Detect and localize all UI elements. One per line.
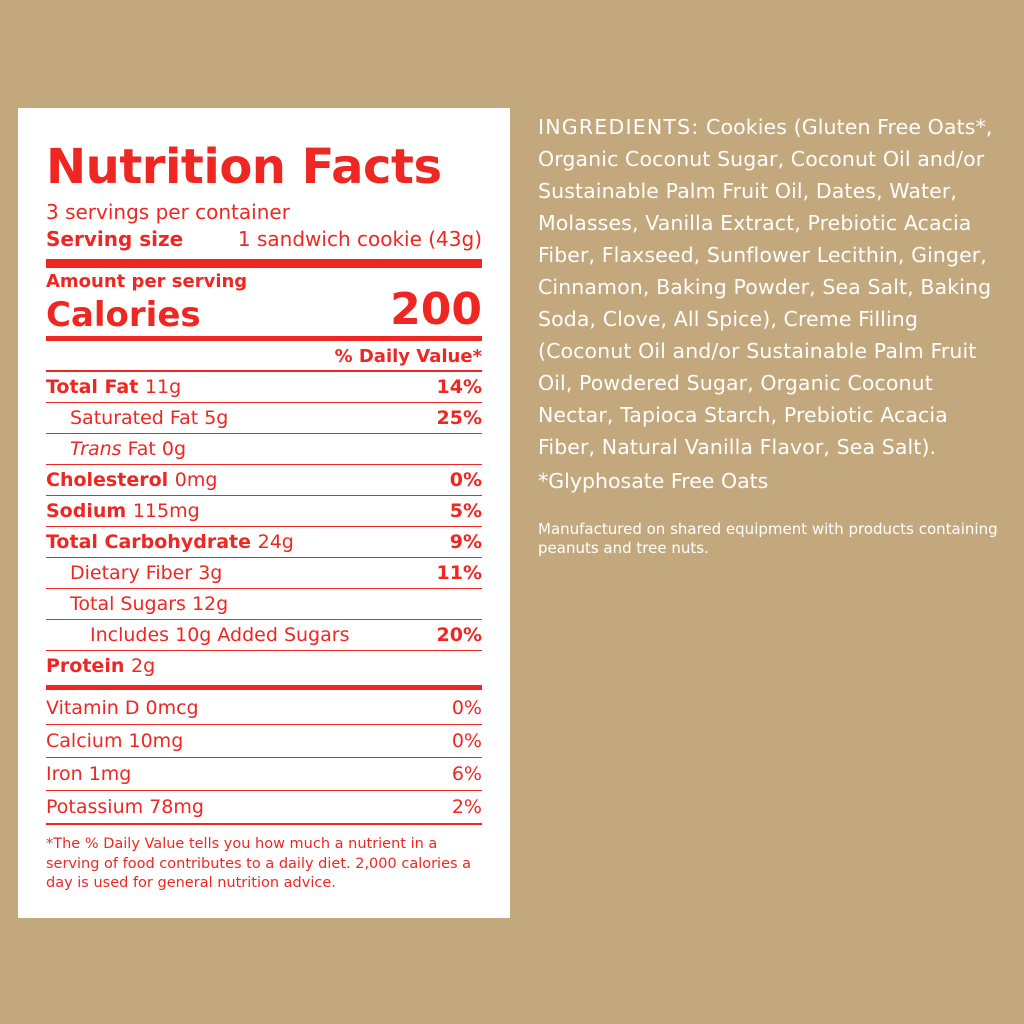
vitamin-row-iron: [46, 758, 482, 790]
divider-medium-vitamins: [46, 685, 482, 690]
nutrient-pct-added-sugars: 20%: [436, 624, 482, 647]
vitamin-row-potassium: [46, 791, 482, 823]
nutrient-label-trans-italic: Trans: [70, 438, 122, 461]
vitamin-label-calcium: Calcium 10mg: [46, 730, 184, 753]
calories-row: [46, 284, 482, 336]
nutrient-label-added-sugars: Includes 10g Added Sugars: [90, 624, 350, 647]
vitamin-pct-potassium: 2%: [451, 796, 482, 819]
nutrient-row-saturated-fat: [46, 403, 482, 433]
nutrient-amount-protein: 2g: [130, 655, 156, 678]
nutrient-pct-dietary-fiber: 11%: [436, 562, 482, 585]
daily-value-header: % Daily Value*: [334, 346, 482, 368]
nutrient-row-protein: [46, 651, 482, 681]
vitamin-label-potassium: Potassium 78mg: [46, 796, 204, 819]
nutrient-label-saturated-fat: Saturated Fat 5g: [70, 407, 229, 430]
divider-medium-calories: [46, 336, 482, 341]
servings-per-container: 3 servings per container: [46, 200, 290, 225]
calories-label: Calories: [46, 295, 201, 336]
nutrition-facts-panel: [18, 108, 510, 918]
nutrient-row-cholesterol: [46, 465, 482, 495]
nutrient-label-cholesterol: Cholesterol: [46, 469, 169, 492]
nutrient-row-trans-fat: [46, 434, 482, 464]
nutrient-label-protein: Protein: [46, 655, 125, 678]
nutrient-row-added-sugars: [46, 620, 482, 650]
nutrient-row-total-carbohydrate: [46, 527, 482, 557]
vitamin-pct-calcium: 0%: [451, 730, 482, 753]
nutrient-row-dietary-fiber: [46, 558, 482, 588]
vitamin-row-calcium: [46, 725, 482, 757]
serving-size-row: [46, 227, 482, 252]
divider-thin-footnote: [46, 823, 482, 825]
nutrient-pct-saturated-fat: 25%: [436, 407, 482, 430]
vitamin-pct-vitamin-d: 0%: [451, 697, 482, 720]
nutrient-label-total-fat: Total Fat: [46, 376, 139, 399]
nutrient-pct-sodium: 5%: [449, 500, 482, 523]
nutrient-label-total-carbohydrate: Total Carbohydrate: [46, 531, 251, 554]
glyphosate-free-oats-note: *Glyphosate Free Oats: [538, 468, 769, 493]
vitamin-label-vitamin-d: Vitamin D 0mcg: [46, 697, 199, 720]
divider-thick-top: [46, 259, 482, 268]
vitamin-label-iron: Iron 1mg: [46, 763, 132, 786]
ingredients-paragraph: [538, 112, 1000, 464]
ingredients-heading: INGREDIENTS:: [538, 115, 700, 139]
nutrient-label-total-sugars: Total Sugars 12g: [70, 593, 229, 616]
calories-value: 200: [390, 284, 482, 336]
nutrient-pct-total-carbohydrate: 9%: [449, 531, 482, 554]
nutrient-amount-total-fat: 11g: [144, 376, 182, 399]
nutrition-facts-title: Nutrition Facts: [46, 139, 442, 195]
nutrient-row-total-sugars: [46, 589, 482, 619]
nutrient-amount-sodium: 115mg: [132, 500, 200, 523]
nutrient-row-sodium: [46, 496, 482, 526]
daily-value-footnote: *The % Daily Value tells you how much a nutrient in a serving of food contributes to a daily diet. 2,000 calories a day is used for general nutrition advice.: [46, 836, 472, 891]
ingredients-column: [538, 112, 1000, 558]
vitamin-row-vitamin-d: [46, 692, 482, 724]
vitamin-pct-iron: 6%: [451, 763, 482, 786]
ingredients-list: Cookies (Gluten Free Oats*, Organic Coconut Sugar, Coconut Oil and/or Sustainable Palm Fruit Oil, Dates, Water, Molasses, Vanilla Extract, Prebiotic Acacia Fiber, Flaxseed, Sunflower Lecithin, Ginger, Cinnamon, Baking Powder, Sea Salt, Baking Soda, Clove, All Spice), Creme Filling (Coconut Oil and/or Sustainable Palm Fruit Oil, Powdered Sugar, Organic Coconut Nectar, Tapioca Starch, Prebiotic Acacia Fiber, Natural Vanilla Flavor, Sea Salt).: [538, 115, 993, 459]
amount-per-serving-label: Amount per serving: [46, 271, 248, 293]
nutrient-label-dietary-fiber: Dietary Fiber 3g: [70, 562, 223, 585]
nutrient-label-sodium: Sodium: [46, 500, 127, 523]
nutrient-pct-cholesterol: 0%: [449, 469, 482, 492]
allergen-disclaimer: Manufactured on shared equipment with products containing peanuts and tree nuts.: [538, 519, 998, 557]
nutrient-row-total-fat: [46, 372, 482, 402]
nutrient-amount-total-carbohydrate: 24g: [257, 531, 294, 554]
serving-size-value: 1 sandwich cookie (43g): [237, 227, 482, 252]
nutrient-pct-total-fat: 14%: [436, 376, 482, 399]
nutrient-amount-cholesterol: 0mg: [174, 469, 218, 492]
serving-size-label: Serving size: [46, 227, 184, 252]
nutrient-label-trans-rest: Fat 0g: [121, 438, 187, 461]
